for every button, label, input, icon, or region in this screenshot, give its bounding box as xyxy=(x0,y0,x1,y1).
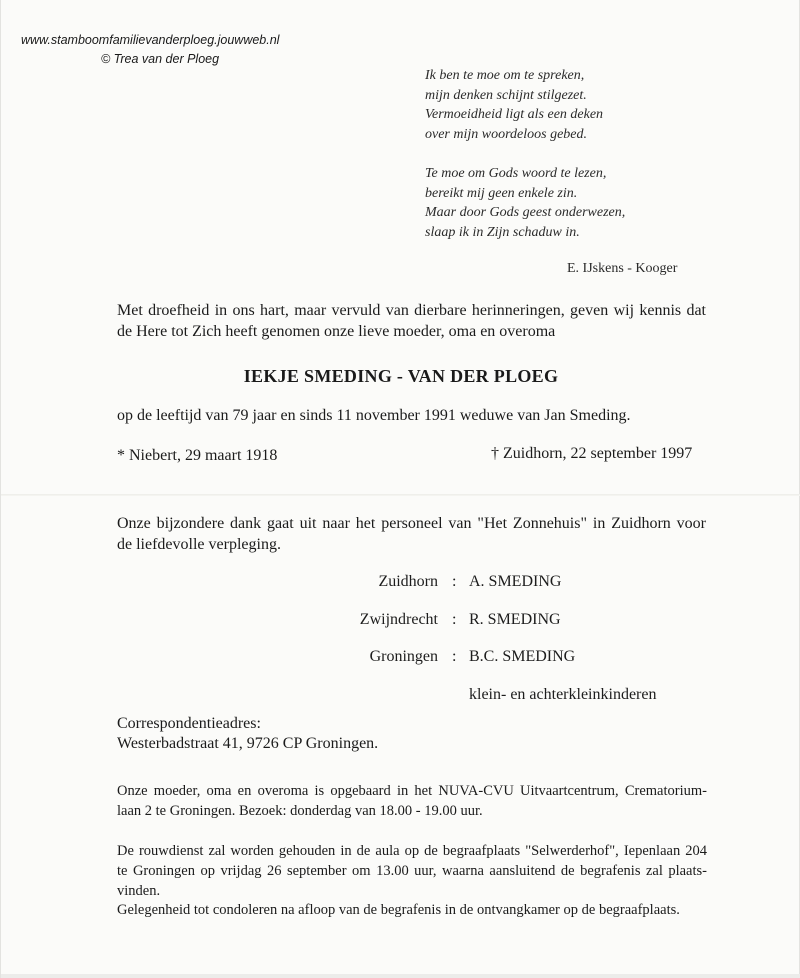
family-separator: : xyxy=(452,573,457,590)
family-name: R. SMEDING xyxy=(469,611,561,628)
service-line-4: Gelegenheid tot condoleren na afloop van de begrafenis in de ontvangkamer op de begraafplaats. xyxy=(117,902,680,918)
thanks-line-1: Onze bijzondere dank gaat uit naar het personeel van "Het Zonnehuis" in Zuidhorn voor xyxy=(117,515,706,532)
page-edge xyxy=(1,974,800,978)
announcement-line-2: de Here tot Zich heeft genomen onze lieve moeder, oma en overoma xyxy=(117,323,556,340)
death-info: † Zuidhorn, 22 september 1997 xyxy=(491,445,693,462)
poem-line: slaap ik in Zijn schaduw in. xyxy=(425,224,580,240)
viewing-line-1: Onze moeder, oma en overoma is opgebaard in het NUVA-CVU Uitvaartcentrum, Crematorium- xyxy=(117,783,707,799)
family-name: B.C. SMEDING xyxy=(469,648,576,665)
family-separator: : xyxy=(452,648,457,665)
viewing-line-2: laan 2 te Groningen. Bezoek: donderdag van 18.00 - 19.00 uur. xyxy=(117,803,483,819)
deceased-details: op de leeftijd van 79 jaar en sinds 11 november 1991 weduwe van Jan Smeding. xyxy=(117,407,631,424)
copyright-notice: © Trea van der Ploeg xyxy=(101,52,220,66)
birth-info: * Niebert, 29 maart 1918 xyxy=(117,447,278,464)
announcement-line-1: Met droefheid in ons hart, maar vervuld van dierbare herinneringen, geven wij kennis dat xyxy=(117,302,706,319)
family-separator: : xyxy=(452,611,457,628)
thanks-line-2: de liefdevolle verpleging. xyxy=(117,536,281,553)
family-place: Zuidhorn xyxy=(378,573,438,590)
fold-crease xyxy=(1,494,800,496)
correspondence-address: Westerbadstraat 41, 9726 CP Groningen. xyxy=(117,735,379,752)
website-url: www.stamboomfamilievanderploeg.jouwweb.nl xyxy=(21,33,280,47)
family-name: A. SMEDING xyxy=(469,573,562,590)
poem-line: bereikt mij geen enkele zin. xyxy=(425,185,578,201)
poem-author: E. IJskens - Kooger xyxy=(567,261,678,276)
grandchildren-line: klein- en achterkleinkinderen xyxy=(469,686,657,703)
family-place: Groningen xyxy=(369,648,438,665)
poem-line: Ik ben te moe om te spreken, xyxy=(425,68,585,83)
poem-line: Te moe om Gods woord te lezen, xyxy=(425,166,607,181)
service-line-2: te Groningen op vrijdag 26 september om 13.00 uur, waarna aansluitend de begrafenis zal plaats- xyxy=(117,863,707,879)
poem-stanza-1 xyxy=(425,66,603,144)
poem-line: mijn denken schijnt stilgezet. xyxy=(425,87,587,103)
poem-line: over mijn woordeloos gebed. xyxy=(425,126,588,142)
poem-line: Maar door Gods geest onderwezen, xyxy=(425,205,626,220)
poem-stanza-2 xyxy=(425,164,625,242)
correspondence-label: Correspondentieadres: xyxy=(117,715,261,732)
deceased-name: IEKJE SMEDING - VAN DER PLOEG xyxy=(243,366,559,386)
service-line-3: vinden. xyxy=(117,883,161,899)
family-place: Zwijndrecht xyxy=(359,611,438,628)
service-line-1: De rouwdienst zal worden gehouden in de aula op de begraafplaats "Selwerderhof", Iepenlaan 204 xyxy=(117,843,707,859)
poem-line: Vermoeidheid ligt als een deken xyxy=(425,107,604,122)
